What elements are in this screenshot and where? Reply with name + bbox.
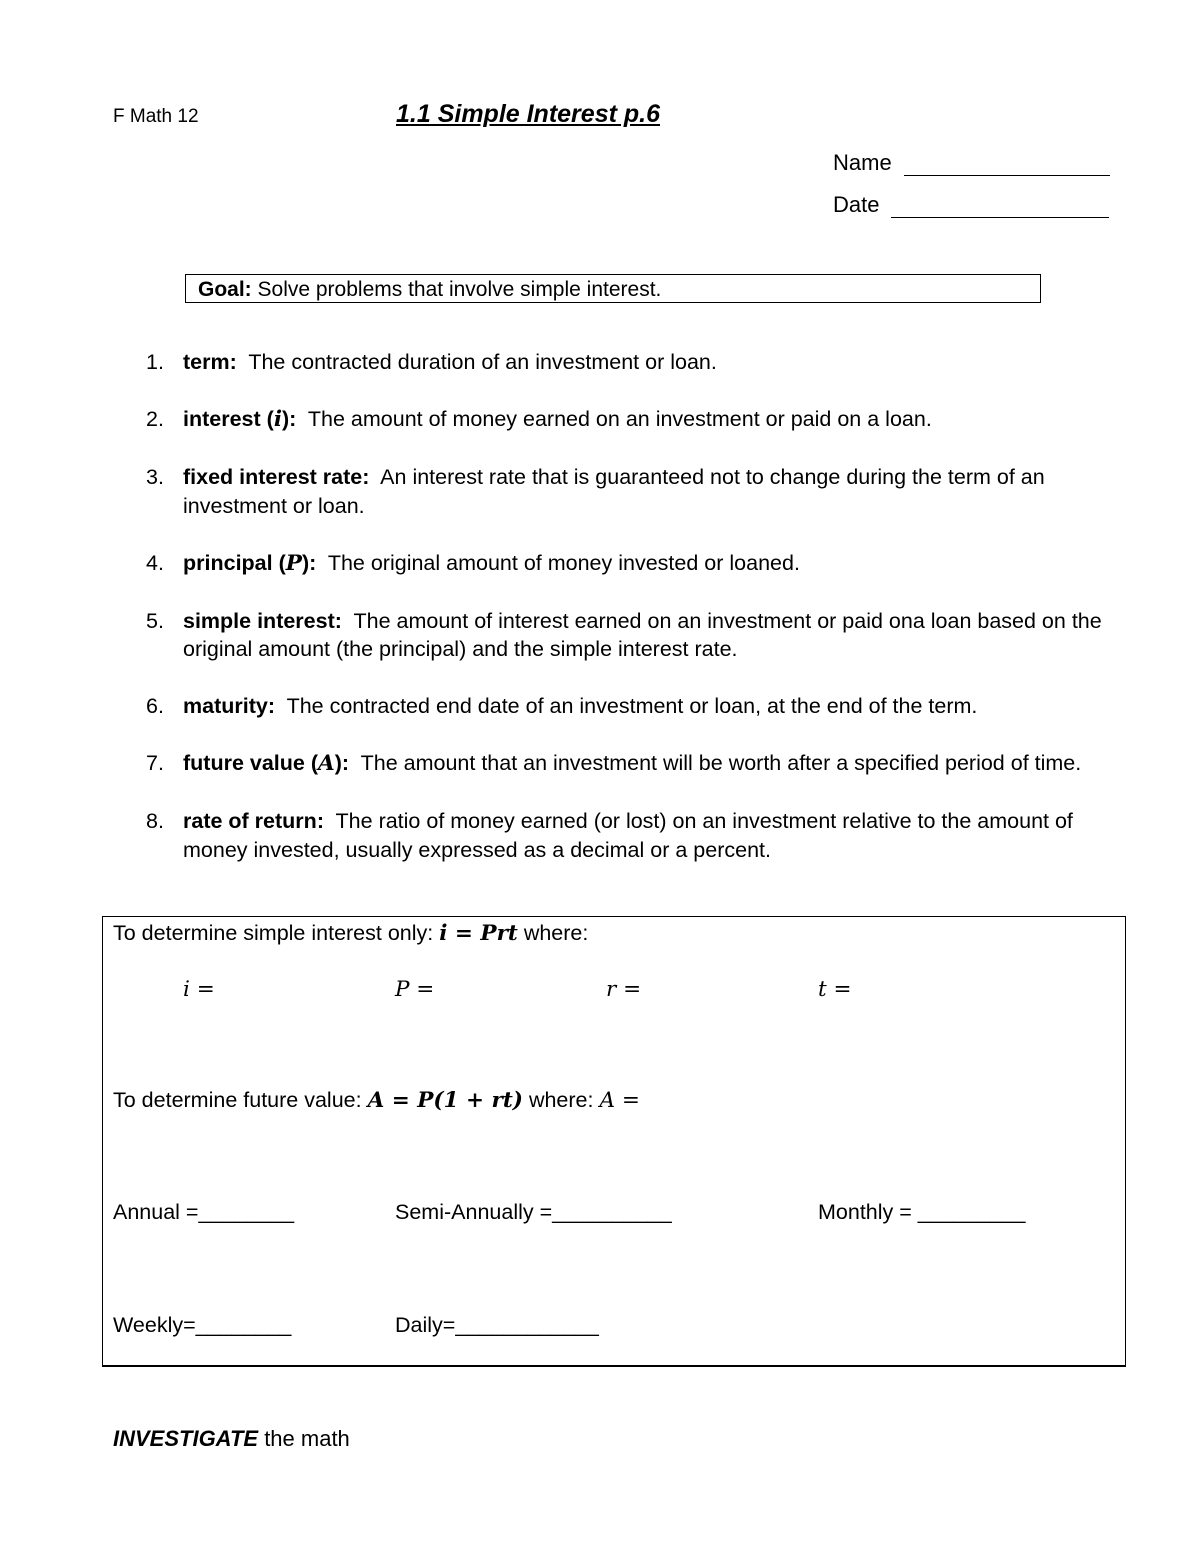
date-label: Date xyxy=(833,192,880,217)
definition-item: 8. rate of return: The ratio of money earned (or lost) on an investment relative to the amount of money invested, usually expressed as a decimal or a percent. xyxy=(146,809,1073,862)
future-value-var: A = xyxy=(599,1088,640,1113)
investigate-heading: INVESTIGATE the math xyxy=(113,1426,350,1451)
name-field xyxy=(833,150,1110,176)
definition-item: 2. interest (i): The amount of money earned on an investment or paid on a loan. xyxy=(146,407,932,432)
var-i: i = xyxy=(183,977,215,1002)
name-label: Name xyxy=(833,150,892,175)
var-r: r = xyxy=(606,977,642,1002)
daily-blank[interactable]: Daily=____________ xyxy=(395,1313,599,1337)
var-t: t = xyxy=(818,977,852,1002)
symbol-p: P xyxy=(285,550,302,576)
date-blank[interactable] xyxy=(891,197,1109,218)
var-p: P = xyxy=(395,977,435,1002)
symbol-a: A xyxy=(318,751,335,776)
definitions-list xyxy=(146,348,1126,893)
simple-interest-line: To determine simple interest only: i = Prt where: xyxy=(113,921,589,946)
page-title: 1.1 Simple Interest p.6 xyxy=(396,100,660,128)
definition-item: 3. fixed interest rate: An interest rate that is guaranteed not to change during the term of an investment or loan. xyxy=(146,465,1045,518)
date-field xyxy=(833,192,1109,218)
future-value-line: To determine future value: A = P(1 + rt) where: A = xyxy=(113,1088,640,1113)
definition-item: 4. principal (P): The original amount of money invested or loaned. xyxy=(146,550,800,576)
monthly-blank[interactable]: Monthly = _________ xyxy=(818,1200,1026,1224)
goal-label: Goal: xyxy=(198,278,252,301)
course-label: F Math 12 xyxy=(113,106,199,127)
semi-annually-blank[interactable]: Semi-Annually =__________ xyxy=(395,1200,672,1224)
simple-interest-formula: i = Prt xyxy=(439,921,518,946)
weekly-blank[interactable]: Weekly=________ xyxy=(113,1313,292,1337)
name-blank[interactable] xyxy=(904,155,1110,176)
definition-item: 5. simple interest: The amount of interest earned on an investment or paid ona loan based on the original amount (the principal) and the simple interest rate. xyxy=(146,608,1102,661)
definition-item: 1. term: The contracted duration of an investment or loan. xyxy=(146,350,717,374)
definition-item: 6. maturity: The contracted end date of an investment or loan, at the end of the term. xyxy=(146,694,978,718)
goal-box xyxy=(185,274,1041,303)
annual-blank[interactable]: Annual =________ xyxy=(113,1200,295,1224)
formula-box xyxy=(102,916,1126,1367)
future-value-formula: A = P(1 + rt) xyxy=(367,1088,523,1113)
goal-text: Solve problems that involve simple interest. xyxy=(257,278,662,301)
symbol-i: i xyxy=(273,407,282,432)
definition-item: 7. future value (A): The amount that an investment will be worth after a specified period of time. xyxy=(146,751,1082,776)
